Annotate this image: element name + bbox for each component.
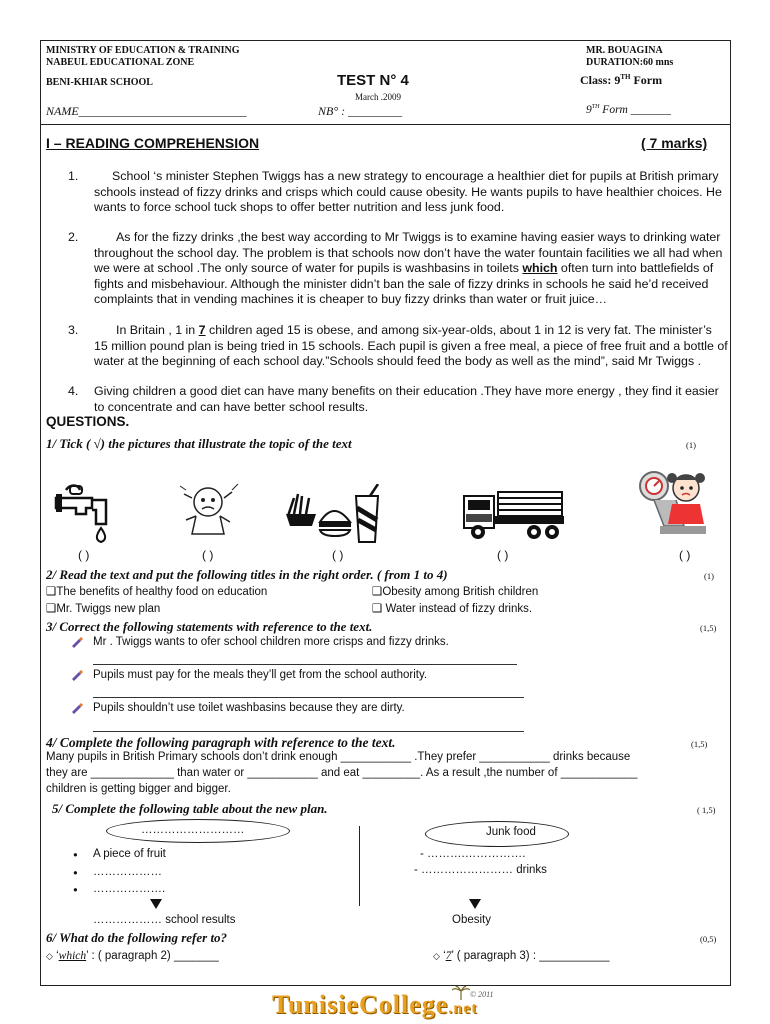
right-result: Obesity xyxy=(452,914,491,926)
q1-box-1[interactable]: ( ) xyxy=(78,548,90,562)
test-title: TEST N° 4 xyxy=(337,72,409,89)
zone-text: NABEUL EDUCATIONAL ZONE xyxy=(46,57,195,68)
q3-answer-line-1[interactable] xyxy=(93,664,517,665)
paragraph-number: 4. xyxy=(68,384,79,398)
ministry-text: MINISTRY OF EDUCATION & TRAINING xyxy=(46,45,240,56)
paragraph-text: often turn into battlefields of fights and misbehaviour. Although the minister didn’t ban the sale of fizzy drinks in schools he said he’d received complaints that in vending machines it is cheaper to buy fizzy drinks than water or fruit juice… xyxy=(94,261,714,307)
right-item-2[interactable]: - …………………… drinks xyxy=(414,864,547,876)
palm-tree-icon xyxy=(452,986,470,1000)
fast-food-picture[interactable] xyxy=(286,484,386,546)
copyright-text: © 2011 xyxy=(470,990,494,999)
q3-text: 3/ Correct the following statements with reference to the text. xyxy=(46,619,373,634)
paragraph-2 xyxy=(68,230,728,308)
left-item-2: • xyxy=(72,866,79,880)
form-field[interactable]: 9TH Form _______ xyxy=(586,104,671,116)
water-tap-picture[interactable] xyxy=(52,484,122,544)
q2-item-3[interactable]: ❑Mr. Twiggs new plan xyxy=(46,601,161,615)
q1-marks: (1) xyxy=(686,440,696,450)
q4-line-1[interactable]: Many pupils in British Primary schools don’t drink enough ___________ .They prefer ___________ drinks because xyxy=(46,751,631,763)
new-plan-oval-text: ……………………… xyxy=(141,824,245,836)
q6-marks: (0,5) xyxy=(700,934,717,944)
tunisiecollege-logo: TunisieCollege.net xyxy=(272,990,478,1019)
q4-line-3: children is getting bigger and bigger. xyxy=(46,783,231,795)
q4-text: 4/ Complete the following paragraph with reference to the text. xyxy=(46,735,396,750)
left-result[interactable]: ……………… school results xyxy=(93,914,236,926)
pencil-bullet-icon xyxy=(71,669,83,681)
down-arrow-icon xyxy=(469,899,481,909)
paragraph-number: 3. xyxy=(68,323,79,337)
q1-box-2[interactable]: ( ) xyxy=(202,548,214,562)
paragraph-text: As for the fizzy drinks ,the best way according to Mr Twiggs is to examine having easier ways to drinking water throughout the school day. The problem is that schools now don’t have the water fountain facilities we all had when we were at school .The only source of water for pupils is washbasins in toilets xyxy=(94,230,723,276)
q5-text: 5/ Complete the following table about the new plan. xyxy=(52,801,328,816)
paragraph-number: 1. xyxy=(68,169,79,183)
truck-picture[interactable] xyxy=(462,482,566,544)
paragraph-3 xyxy=(68,323,728,370)
junk-food-label: Junk food xyxy=(486,826,536,838)
children-fighting-picture[interactable] xyxy=(174,480,244,540)
q1-text: 1/ Tick ( √) the pictures that illustrate the topic of the text xyxy=(46,436,352,451)
pencil-bullet-icon xyxy=(71,702,83,714)
q2-item-2[interactable]: ❑Obesity among British children xyxy=(372,584,539,598)
q1-box-3[interactable]: ( ) xyxy=(332,548,344,562)
paragraph-4 xyxy=(68,384,728,415)
paragraph-text: School ‘s minister Stephen Twiggs has a new strategy to encourage a healthier diet for pupils at British primary schools instead of fizzy drinks and crisps which could cause obesity. He wants pupils to have healthier choices. He wants to force school tuck shops to offer better nutrition and less junk food. xyxy=(94,169,722,215)
q2-item-4[interactable]: ❑ Water instead of fizzy drinks. xyxy=(372,601,533,615)
table-divider xyxy=(359,826,360,906)
left-item-1: • xyxy=(72,848,79,862)
paragraph-text: Giving children a good diet can have many benefits on their education .They have more energy , they find it easier to concentrate and can have better school results. xyxy=(94,384,719,414)
header-divider xyxy=(41,124,730,125)
questions-heading: QUESTIONS. xyxy=(46,414,130,429)
class-label: Class: 9TH Form xyxy=(580,73,663,87)
left-item-3: • xyxy=(72,883,79,897)
q4-marks: (1,5) xyxy=(691,739,708,749)
nb-field[interactable]: NB° : _________ xyxy=(318,104,403,118)
underlined-word: which xyxy=(522,261,558,276)
teacher-text: MR. BOUAGINA xyxy=(586,45,663,56)
underlined-number: 7 xyxy=(198,323,206,337)
q5-marks: ( 1,5) xyxy=(697,805,716,815)
q4-line-2[interactable]: they are _____________ than water or ___________ and eat _________. As a result ,the number of ____________ xyxy=(46,767,638,779)
name-field[interactable]: NAME____________________________ xyxy=(46,104,247,118)
q2-item-1[interactable]: ❑The benefits of healthy food on education xyxy=(46,584,268,598)
test-date: March .2009 xyxy=(355,92,401,102)
q3-statement-3: Pupils shouldn’t use toilet washbasins because they are dirty. xyxy=(93,702,405,714)
q6-item-b[interactable]: ◇ ‘7’ ( paragraph 3) : ___________ xyxy=(433,950,610,962)
down-arrow-icon xyxy=(150,899,162,909)
q6-item-a[interactable]: ◇ ‘which’ : ( paragraph 2) _______ xyxy=(46,950,219,962)
paragraph-1 xyxy=(68,169,728,216)
duration-text: DURATION:60 mns xyxy=(586,57,674,68)
pencil-bullet-icon xyxy=(71,636,83,648)
right-item-1[interactable]: - ……….……………. xyxy=(420,848,526,860)
q1-box-4[interactable]: ( ) xyxy=(497,548,509,562)
q2-text: 2/ Read the text and put the following titles in the right order. ( from 1 to 4) xyxy=(46,567,448,582)
q3-answer-line-2[interactable] xyxy=(93,697,524,698)
section-title: I – READING COMPREHENSION xyxy=(46,135,260,151)
section-marks: ( 7 marks) xyxy=(641,135,708,151)
paragraph-text: In Britain , 1 in xyxy=(116,323,199,337)
paragraph-number: 2. xyxy=(68,230,79,244)
q6-text: 6/ What do the following refer to? xyxy=(46,930,228,945)
obesity-scale-picture[interactable] xyxy=(636,468,714,538)
q3-marks: (1,5) xyxy=(700,623,717,633)
q3-statement-1: Mr . Twiggs wants to ofer school children more crisps and fizzy drinks. xyxy=(93,636,449,648)
left-item-1-text: A piece of fruit xyxy=(93,848,166,860)
q3-statement-2: Pupils must pay for the meals they’ll get from the school authority. xyxy=(93,669,428,681)
left-item-3-text[interactable]: ………………. xyxy=(93,883,166,895)
q2-marks: (1) xyxy=(704,571,714,581)
school-text: BENI-KHIAR SCHOOL xyxy=(46,77,153,88)
q3-answer-line-3[interactable] xyxy=(93,731,524,732)
left-item-2-text[interactable]: ……………… xyxy=(93,866,162,878)
q1-box-5[interactable]: ( ) xyxy=(679,548,691,562)
paragraph-text: children aged 15 is obese, and among six-year-olds, about 1 in 12 is very fat. The minister’s 15 million pound plan is being tried in 15 schools. Each pupil is given a free meal, a piece of free fruit and a bottle of water at the beginning of each school day.”Schools should feed the body as well as the mind”, said Mr Twiggs . xyxy=(94,323,728,369)
